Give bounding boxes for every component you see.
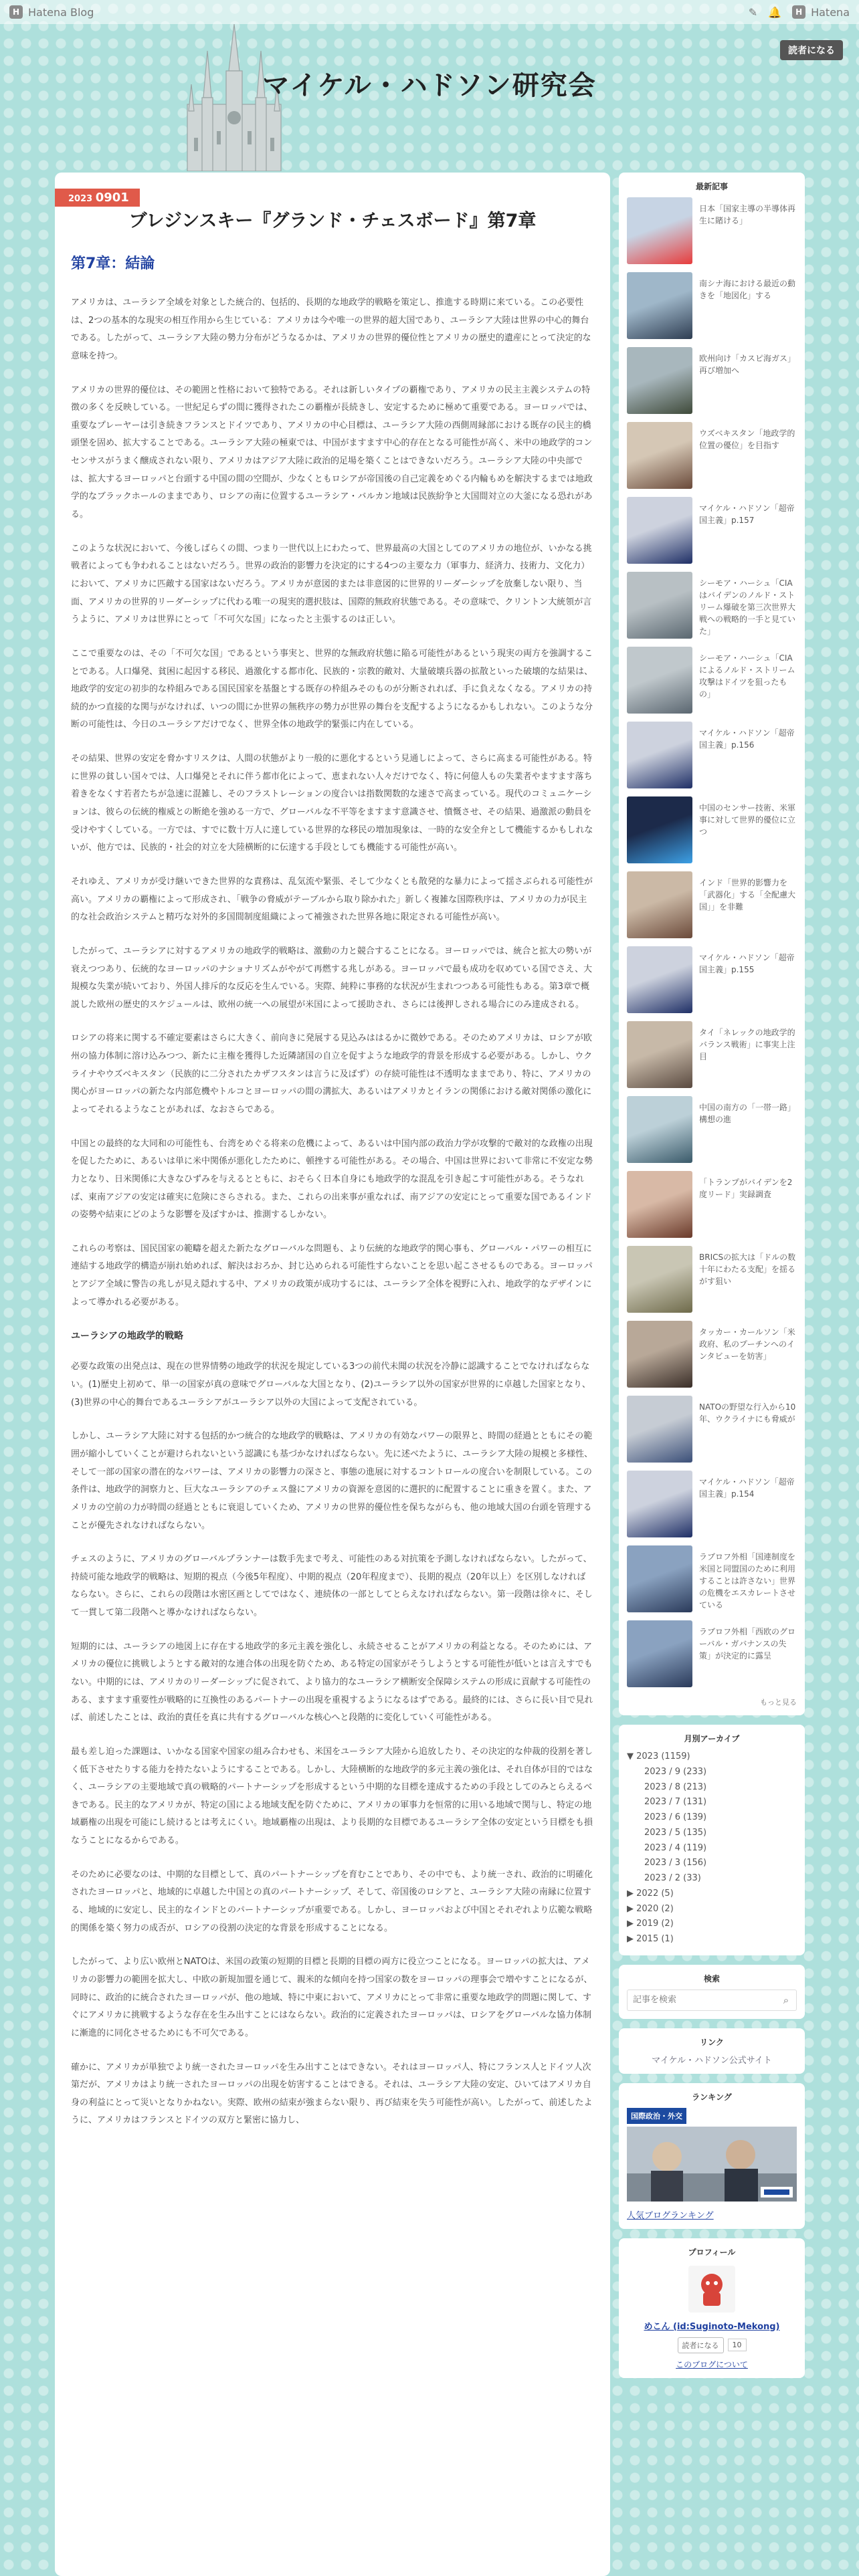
recent-post-title[interactable]: タッカー・カールソン「米政府、私のプーチンへのインタビューを妨害」 [699, 1327, 795, 1361]
recent-post-item[interactable] [627, 647, 797, 714]
recent-posts-title: 最新記事 [695, 182, 728, 191]
ranking-link[interactable]: 人気ブログランキング [627, 2210, 714, 2221]
hatena-account-icon: H [792, 5, 805, 19]
recent-post-item[interactable] [627, 422, 797, 489]
reader-count: 10 [728, 2339, 747, 2351]
paragraph: しかし、ユーラシア大陸に対する包括的かつ統合的な地政学的戦略は、アメリカの有効なパワーの限界と、時間の経過とともにその範囲が縮小していくことが避けられないという認識にも基づかなければならない。先に述べたように、ユーラシア大陸の規模と多様性、そして一部の国家の潜在的なパワーは、アメリカの影響力の深さと、事態の進展に対するコントロールの度合いを制限している。この条件は、地政学的洞察力と、巨大なユーラシアのチェス盤にアメリカの資源を意図的に選択的に配置することに重きを置く。また、アメリカの空前の力が時間の経過とともに衰退していくため、アメリカの世界的優位性を保ちながらも、他の地域大国の台頭を管理することが優先されなければならない。 [71, 1431, 593, 1531]
paragraph: したがって、ユーラシアに対するアメリカの地政学的戦略は、激動の力と競合することになる。ヨーロッパでは、統合と拡大の勢いが衰えつつあり、伝統的なヨーロッパのナショナリズムがやがて再燃する兆しがある。ヨーロッパで最も成功を収めている国でさえ、大規模な失業が続いており、外国人排斥的な反応を生んでいる。実際、純粋に事務的な状況が生まれつつある可能性もある。第3章で概説した欧州の歴史的スケジュールは、欧州の統一への展望が米国によって援助され、さらには後押しされる場合にのみ達成される。 [71, 946, 592, 1010]
archive-month[interactable]: 2023 / 2 (33) [644, 1873, 701, 1883]
recent-post-item[interactable] [627, 347, 797, 414]
recent-post-title[interactable]: シーモア・ハーシュ「CIAによるノルド・ストリーム攻撃はドイツを狙ったもの」 [699, 653, 795, 699]
recent-post-thumbnail[interactable] [627, 1471, 692, 1537]
recent-post-title[interactable]: 南シナ海における最近の動きを「地図化」する [699, 279, 796, 300]
archive-year[interactable]: ▶ 2019 (2) [627, 1919, 674, 1929]
edit-icon[interactable]: ✎ [748, 5, 758, 19]
recent-posts-module [619, 173, 805, 1715]
about-blog-link[interactable]: このブログについて [676, 2359, 748, 2369]
article [55, 173, 610, 2576]
recent-post-item[interactable] [627, 1096, 797, 1163]
profile-module [619, 2238, 805, 2378]
hatena-top-bar [0, 0, 859, 24]
recent-post-thumbnail[interactable] [627, 1396, 692, 1463]
paragraph: 最も差し迫った課題は、いかなる国家や国家の組み合わせも、米国をユーラシア大陸から追放したり、その決定的な仲裁的役割を著しく低下させたりする能力を持たないようにすることである。しかし、大陸横断的な地政学的多元主義の強化は、それ自体が目的ではなく、ユーラシアの主要地域で真の戦略的パートナーシップを形成するという中期的な目標を達成するための手段としてのみとらえるべきである。民主的なアメリカが、特定の国による地域支配を防ぐために、アメリカの軍事力を恒常的に用いる地域で関与し、特定の地域覇権の出現を可能にし続けるとは考えにくい。地域覇権の出現は、より長期的な目標であるユーラシア全体の安定という目標をも損なうことになるからである。 [71, 1746, 593, 1846]
profile-name[interactable]: めこん (id:Suginoto-Mekong) [644, 2321, 780, 2332]
recent-post-item[interactable] [627, 1021, 797, 1088]
paragraph: ここで重要なのは、その「不可欠な国」であるという事実と、世界的な無政府状態に陥る可能性があるという現実の両方を強調することである。人口爆発、貧困に起因する移民、過激化する都市化、民族的・宗教的敵対、大量破壊兵器の拡散といった破壊的な結果は、地政学的安定の初歩的な枠組みである国民国家を基盤とする既存の枠組みそのものが分断されれば、手に負えなくなる。アメリカの持続的かつ直接的な関与がなければ、いつの間にか世界の無秩序の勢力が世界の舞台を支配するようになるかもしれない。このような分断の可能性は、今日のユーラシアだけでなく、世界全体の地政学的緊張に内在している。 [71, 648, 593, 730]
recent-post-title[interactable]: ラブロフ外相「国連制度を米国と同盟国のために利用することは許さない」世界の危機をエスカレートさせている [699, 1552, 796, 1610]
recent-post-thumbnail[interactable] [627, 1096, 692, 1163]
recent-post-thumbnail[interactable] [627, 497, 692, 564]
paragraph: このような状況において、今後しばらくの間、つまり一世代以上にわたって、世界最高の大国としてのアメリカの地位が、いかなる挑戦者によっても争われることはないだろう。世界の政治的影響力を決定的にする4つの主要な力（軍事力、経済力、技術力、文化力）において、アメリカに匹敵する国家はないだろう。アメリカが意図的または非意図的に世界的リーダーシップを放棄しない限り、当面、アメリカの世界的リーダーシップに代わる唯一の現実的選択肢は、国際的無政府状態である。その意味で、クリントン大統領が言うように、アメリカは世界にとって「不可欠な国」になったと主張するのは正しい。 [71, 543, 592, 625]
paragraph: ロシアの将来に関する不確定要素はさらに大きく、前向きに発展する見込みははるかに微妙である。そのためアメリカは、ロシアが欧州の協力体制に溶け込みつつ、新たに主権を獲得した近隣諸国の自立を促すような地政学的背景を形成する必要がある。しかし、ウクライナやウズベキスタン（民族的に二分されたカザフスタンは言うに及ばず）の存続可能性は不透明なままであり、特に、アメリカの関心がヨーロッパの新たな内部危機やトルコとヨーロッパの間の溝拡大、あるいはアメリカとイランの関係における敵対関係の激化によってそれるようなことがあれば、なおさらである。 [71, 1033, 593, 1115]
recent-post-item[interactable] [627, 1246, 797, 1313]
recent-post-item[interactable] [627, 497, 797, 564]
recent-posts-list [627, 197, 797, 1687]
recent-post-thumbnail[interactable] [627, 1620, 692, 1687]
recent-post-title[interactable]: マイケル・ハドソン「超帝国主義」p.155 [699, 953, 795, 974]
recent-post-thumbnail[interactable] [627, 197, 692, 264]
paragraph: それゆえ、アメリカが受け継いできた世界的な責務は、乱気流や緊張、そして少なくとも散発的な暴力によって揺さぶられる可能性が高い。アメリカの覇権によって形成され、「戦争の脅威がテーブルから取り除かれた」新しく複雑な国際秩序は、アメリカの力が民主的な社会政治システムと精巧な対外的多国間制度組織によって補強された世界各地に限定される可能性が高い。 [71, 876, 593, 923]
entry-date-md: 0901 [95, 191, 129, 205]
recent-post-item[interactable] [627, 722, 797, 788]
archive-year[interactable]: ▶ 2022 (5) [627, 1888, 674, 1899]
hatena-account-label: Hatena [811, 5, 850, 19]
subscribe-button[interactable]: 読者になる [780, 40, 843, 60]
search-module [619, 1965, 805, 2019]
avatar[interactable] [688, 2266, 735, 2313]
archive-year[interactable]: ▶ 2015 (1) [627, 1934, 674, 1944]
entry-date-year: 2023 [68, 194, 93, 204]
profile-title: プロフィール [688, 2247, 736, 2257]
recent-post-item[interactable] [627, 796, 797, 863]
blog-title[interactable]: マイケル・ハドソン研究会 [262, 70, 597, 101]
paragraph: その結果、世界の安定を脅かすリスクは、人間の状態がより一般的に悪化するという見通しによって、さらに高まる可能性がある。特に世界の貧しい国々では、人口爆発とそれに伴う都市化によって、恵まれない人々だけでなく、特に何億人もの失業者やますます落ち着きをなくす若者たちが急速に混雑し、そのフラストレーションの度合いは指数関数的な速さで高まっている。現代のコミュニケーションは、彼らの伝統的権威との断絶を強める一方で、グローバルな不平等をますます意識させ、憤慨させ、その結果、過激派の動員を受けやすくしている。一方では、すでに数十万人に達している世界的な移民の増加現象は、一時的な安全弁として機能するかもしれないが、他方では、民族的・社会的対立を大陸横断的に伝達する手段としても機能する可能性が高い。 [71, 754, 593, 853]
recent-post-thumbnail[interactable] [627, 946, 692, 1013]
recent-post-title[interactable]: マイケル・ハドソン「超帝国主義」p.157 [699, 504, 795, 525]
hatena-account-link[interactable] [792, 5, 850, 19]
entry-date[interactable] [55, 189, 140, 207]
recent-post-item[interactable] [627, 572, 797, 639]
recent-post-title[interactable]: マイケル・ハドソン「超帝国主義」p.156 [699, 728, 795, 750]
recent-post-item[interactable] [627, 1396, 797, 1463]
recent-post-item[interactable] [627, 946, 797, 1013]
recent-post-item[interactable] [627, 1321, 797, 1388]
paragraph: 確かに、アメリカが単独でより統一されたヨーロッパを生み出すことはできない。それはヨーロッパ人、特にフランス人とドイツ人次第だが、アメリカはより統一されたヨーロッパの出現を妨害することはできる。それは、ユーラシア大陸の安定、ひいてはアメリカ自身の利益にとって災いとなりかねない。実際、欧州の結束が強まらない限り、再び結束を失う可能性が高い。したがって、前述したように、アメリカはフランスとドイツの双方と緊密に協力し、 [71, 2062, 593, 2126]
paragraph: アメリカの世界的優位は、その範囲と性格において独特である。それは新しいタイプの覇権であり、アメリカの民主主義システムの特徴の多くを反映している。一世紀足らずの間に獲得されたこの覇権が長続きし、安定するために極めて重要である。ヨーロッパでは、重要なプレーヤーは引き続きフランスとドイツであり、アメリカの中心目標は、ユーラシア大陸の西側周縁部における既存の民主的橋頭堡を固め、拡大することである。ユーラシア大陸の極東では、中国がますます中心的存在となる可能性が高く、米中の地政学的コンセンサスがうまく醸成されない限り、アメリカはアジア大陸に政治的足場を築くことはできないだろう。ユーラシア大陸の中央部では、拡大するヨーロッパと台頭する中国の間の空間が、少なくともロシアが帝国後の自己定義をめぐる内輪もめを解決するまでは地政学的なブラックホールのままであり、ロシアの南に位置するユーラシア・バルカン地域は民族紛争と大国間対立の大釜になる恐れがある。 [71, 385, 593, 520]
recent-post-thumbnail[interactable] [627, 422, 692, 489]
paragraph: チェスのように、アメリカのグローバルプランナーは数手先まで考え、可能性のある対抗策を予測しなければならない。したがって、持続可能な地政学的戦略は、短期的視点（今後5年程度）、中期的視点（20年程度まで）、長期的視点（20年以上）を区別しなければならない。さらに、これらの段階は水密区画としてではなく、連続体の一部としてとらえなければならない。第一段階は徐々に、そして一貫して第二段階へと導かなければならない。 [71, 1554, 593, 1618]
archive-month[interactable]: 2023 / 8 (213) [644, 1782, 707, 1792]
recent-post-title[interactable]: タイ「ネレックの地政学的バランス戦術」に事実上注目 [699, 1028, 795, 1061]
link-module [619, 2028, 805, 2074]
recent-post-title[interactable]: マイケル・ハドソン「超帝国主義」p.154 [699, 1477, 795, 1499]
archive-month[interactable]: 2023 / 5 (135) [644, 1827, 707, 1838]
archive-month[interactable]: 2023 / 9 (233) [644, 1766, 707, 1777]
recent-post-title[interactable]: インド「世界的影響力を「武器化」する「全配慮大国」」を非難 [699, 878, 796, 911]
hatena-logo-icon: H [9, 5, 23, 19]
recent-post-item[interactable] [627, 1171, 797, 1238]
archive-month[interactable]: 2023 / 6 (139) [644, 1812, 707, 1822]
avatar-box [627, 2263, 797, 2315]
archive-month[interactable]: 2023 / 3 (156) [644, 1858, 707, 1868]
archive-year[interactable]: ▶ 2020 (2) [627, 1903, 674, 1914]
recent-post-thumbnail[interactable] [627, 1021, 692, 1088]
blog-header [0, 24, 859, 171]
search-icon[interactable]: ⌕ [783, 1994, 789, 2006]
paragraph: そのために必要なのは、中期的な目標として、真のパートナーシップを育むことであり、その中でも、より統一され、政治的に明確化されたヨーロッパと、地域的に卓越した中国との真のパートナーシップ、そして、帝国後のロシアと、ユーラシア大陸の南縁に位置する、地域的に安定し、民主的なインドとのパートナーシップが重要である。しかし、ヨーロッパおよび中国とそれぞれより広範な戦略的関係を築く努力の成否が、ロシアの役割の決定的な背景を形成することになる。 [71, 1869, 593, 1933]
paragraph: アメリカは、ユーラシア全域を対象とした統合的、包括的、長期的な地政学的戦略を策定し、推進する時期に来ている。この必要性は、2つの基本的な現実の相互作用から生じている：アメリカは今や唯一の世界的超大国であり、ユーラシア大陸は世界の中心的舞台である。したがって、ユーラシア大陸の勢力分布がどうなるかは、アメリカの世界的優位性とアメリカの歴史的遺産にとって決定的な意味を持つ。 [71, 298, 591, 361]
paragraph: したがって、より広い欧州とNATOは、米国の政策の短期的目標と長期的目標の両方に役立つことになる。ヨーロッパの拡大は、アメリカの影響力の範囲を拡大し、中欧の新規加盟を通じて、親米的な傾向を持つ国家の数をヨーロッパの理事会で増やすことになるが、同時に、政治的に統合されたヨーロッパが、他の地域、特に中東において、アメリカにとって非常に重要な地政学的問題に関して、すぐにアメリカに挑戦するような存在を生み出すことにはならない。政治的に定義されたヨーロッパは、ロシアをグローバルな協力体制に漸進的に同化させるためにも不可欠である。 [71, 1957, 593, 2038]
archive-year[interactable]: ▼ 2023 (1159) [627, 1751, 690, 1761]
section-heading: ユーラシアの地政学的戦略 [71, 1331, 183, 1342]
paragraph: 短期的には、ユーラシアの地図上に存在する地政学的多元主義を強化し、永続させることがアメリカの利益となる。そのためには、アメリカの優位に挑戦しようとする敵対的な連合体の出現を防ぐため、ある特定の国家がそうしようとする可能性が低いとは言えすでもない。中期的には、アメリカのリーダーシップに促されて、より協力的なユーラシア横断安全保障システムの形成に貢献する可能性のある、ますます重要性が戦略的に互換性のあるパートナーの出現を重視するようになるはずである。最終的には、さらに長い目で見れば、前述したことは、政治的責任を真に共有するグローバルな核心へと段階的に変化していく可能性がある。 [71, 1641, 593, 1723]
recent-post-thumbnail[interactable] [627, 347, 692, 414]
bell-icon[interactable]: 🔔 [768, 5, 782, 19]
archive-months [627, 1765, 797, 1887]
recent-post-thumbnail[interactable] [627, 1246, 692, 1313]
recent-post-thumbnail[interactable] [627, 272, 692, 339]
ranking-category-badge[interactable]: 国際政治・外交 [627, 2108, 686, 2124]
recent-post-title[interactable]: 中国の南方の「一帯一路」構想の進 [699, 1103, 796, 1124]
recent-post-thumbnail[interactable] [627, 647, 692, 714]
subscribe-small-button[interactable]: 読者になる [678, 2337, 724, 2353]
profile-actions [627, 2337, 797, 2353]
link-title: リンク [700, 2037, 724, 2047]
archive-module [619, 1725, 805, 1955]
more-link[interactable]: もっと見る [760, 1698, 797, 1707]
paragraph: 中国との最終的な大同和の可能性も、台湾をめぐる将来の危機によって、あるいは中国内部の政治力学が攻撃的で敵対的な政権の出現を促したために、あるいは単に米中関係が悪化したために、頓挫する可能性がある。その場合、中国は世界において非常に不安定な勢力となり、日米関係に大きなひずみを与えるとともに、おそらく日本自身にも地政学的な混乱を引き起こす可能性がある。そうなれば、東南アジアの安定は確実に危険にさらされる。また、これらの出来事が重なれば、南アジアの安定にとって重要な国であるインドの姿勢や結束にどのような影響を及ぼすかは、推測するしかない。 [71, 1138, 593, 1220]
recent-post-item[interactable] [627, 197, 797, 264]
archive-title: 月別アーカイブ [684, 1734, 740, 1743]
recent-post-item[interactable] [627, 272, 797, 339]
chapter-heading: 第7章：結論 [71, 255, 155, 272]
entry-title[interactable]: ブレジンスキー『グランド・チェスボード』第7章 [128, 211, 537, 231]
recent-post-item[interactable] [627, 1471, 797, 1537]
brand-label: Hatena Blog [28, 5, 94, 19]
recent-post-thumbnail[interactable] [627, 722, 692, 788]
ranking-banner-image[interactable] [627, 2127, 797, 2202]
recent-post-title[interactable]: BRICSの拡大は「ドルの数十年にわたる支配」を揺るがす狙い [699, 1253, 796, 1286]
paragraph: 必要な政策の出発点は、現在の世界情勢の地政学的状況を規定している3つの前代未聞の状況を冷静に認識することでなければならない。(1)歴史上初めて、単一の国家が真の意味でグローバルな大国となり、(2)ユーラシア以外の国家が世界的に卓越した国家となり、(3)世界の中心的舞台であるユーラシアがユーラシア以外の大国によって支配されている。 [71, 1362, 591, 1408]
recent-post-title[interactable]: 日本「国家主導の半導体再生に賭ける」 [699, 204, 796, 225]
recent-post-item[interactable] [627, 871, 797, 938]
recent-post-title[interactable]: 「トランプがバイデンを2度リード」実録調査 [699, 1178, 793, 1199]
ranking-title: ランキング [692, 2092, 732, 2102]
official-site-link[interactable]: マイケル・ハドソン公式サイト [652, 2055, 772, 2066]
sidebar [619, 173, 805, 2387]
recent-post-thumbnail[interactable] [627, 1321, 692, 1388]
archive-month[interactable]: 2023 / 4 (119) [644, 1842, 707, 1853]
recent-post-thumbnail[interactable] [627, 871, 692, 938]
search-input[interactable] [628, 1990, 776, 2010]
hatena-blog-brand[interactable] [9, 5, 94, 19]
search-box [627, 1990, 797, 2011]
paragraph: これらの考察は、国民国家の範疇を超えた新たなグローバルな問題も、より伝統的な地政学的関心事も、グローバル・パワーの相互に連結する地政学的構造が崩れ始めれば、解決はおろか、封じ込められる可能性すらないことを思い起こさせるものである。ヨーロッパとアジア全域に警告の兆しが見え隠れする中、アメリカの政策が成功するには、ユーラシア全体を視野に入れ、地政学的なデザインによって導かれる必要がある。 [71, 1243, 593, 1307]
recent-post-title[interactable]: ウズベキスタン「地政学的位置の優位」を目指す [699, 429, 795, 450]
ranking-module [619, 2083, 805, 2229]
recent-post-item[interactable] [627, 1620, 797, 1687]
archive-month[interactable]: 2023 / 7 (131) [644, 1797, 707, 1808]
recent-post-title[interactable]: 欧州向け「カスピ海ガス」再び増加へ [699, 354, 796, 375]
recent-post-title[interactable]: NATOの野望な行入から10年、ウクライナにも脅威が [699, 1402, 796, 1424]
recent-post-title[interactable]: ラブロフ外相「西欧のグローバル・ガバナンスの失策」が決定的に露呈 [699, 1627, 796, 1660]
recent-post-thumbnail[interactable] [627, 572, 692, 639]
recent-post-title[interactable]: シーモア・ハーシュ「CIAはバイデンのノルド・ストリーム爆破を第三次世界大戦への戦略的一手と見ていた」 [699, 578, 796, 636]
recent-post-item[interactable] [627, 1545, 797, 1612]
recent-post-thumbnail[interactable] [627, 1171, 692, 1238]
recent-post-thumbnail[interactable] [627, 1545, 692, 1612]
search-title: 検索 [703, 1973, 720, 1983]
recent-post-title[interactable]: 中国のセンサー技術、米軍事に対して世界的優位に立つ [699, 803, 796, 837]
recent-post-thumbnail[interactable] [627, 796, 692, 863]
